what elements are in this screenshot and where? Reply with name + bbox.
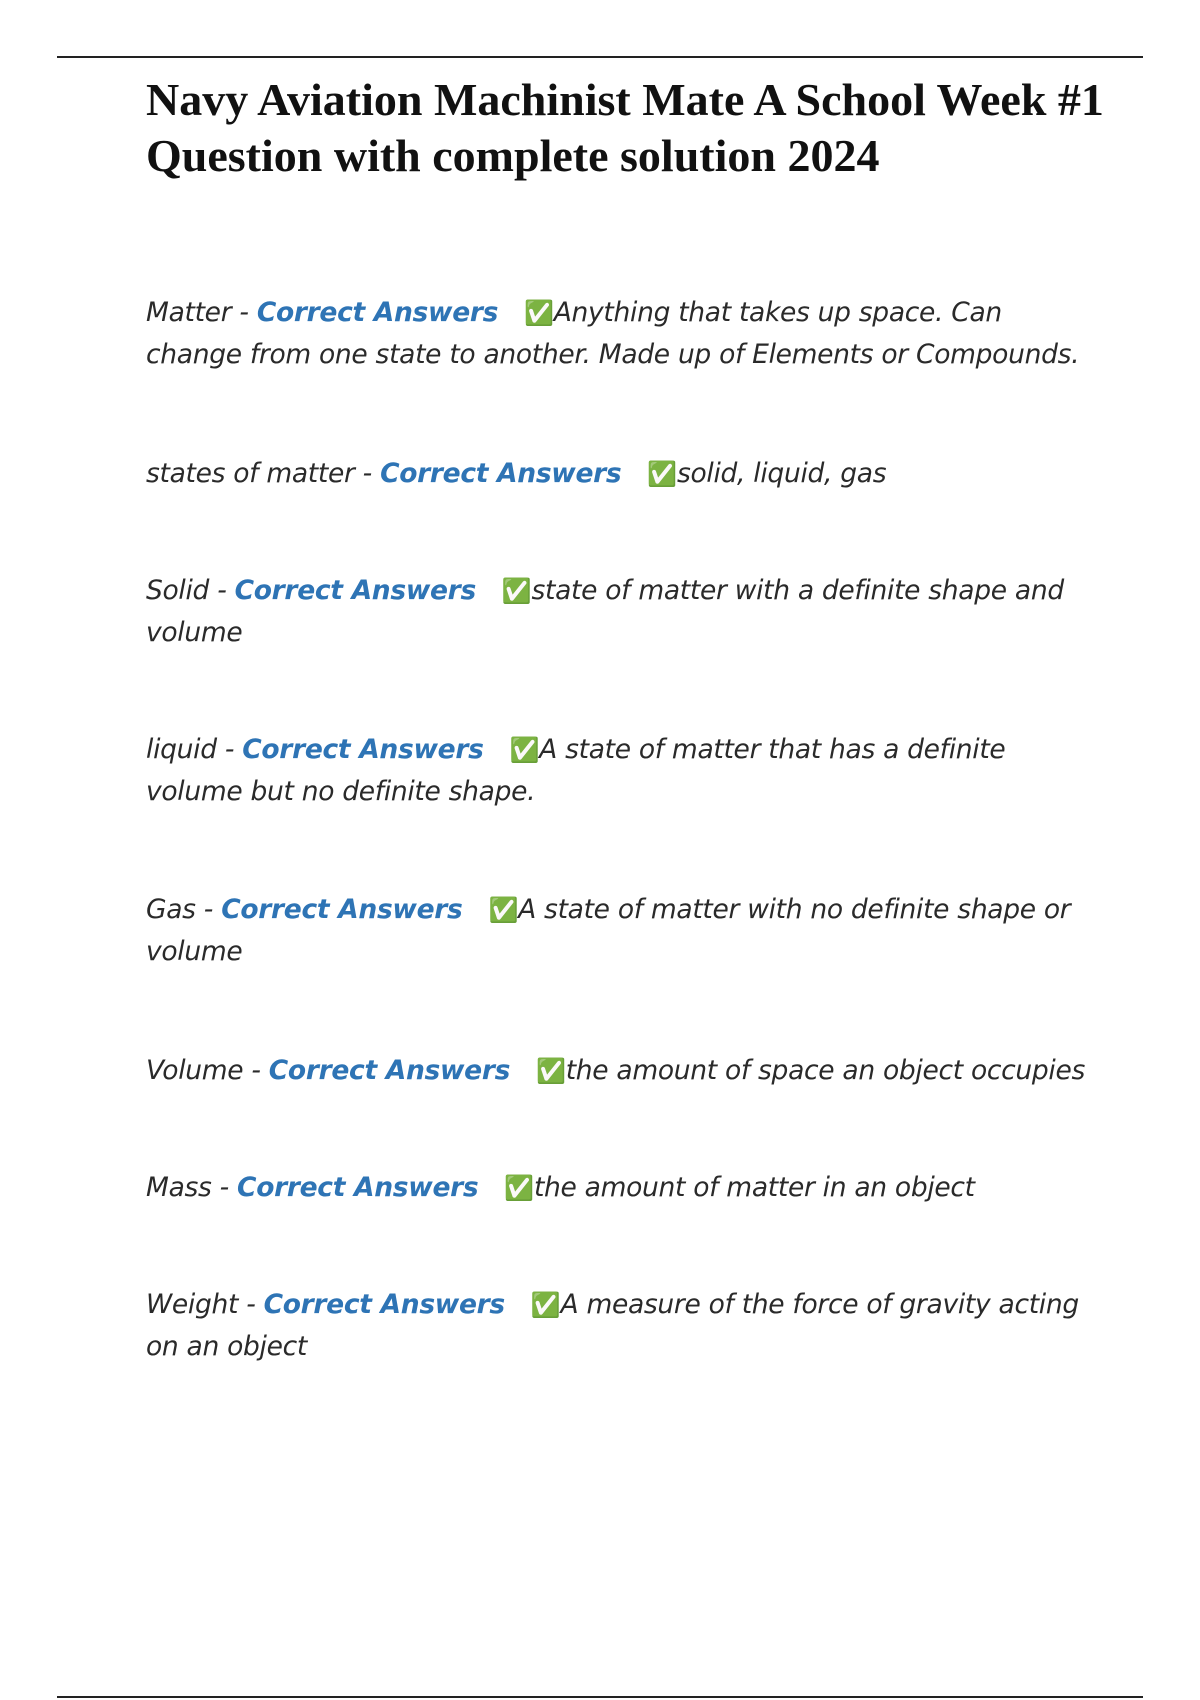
entry-separator: -	[195, 893, 222, 925]
entry-term: Mass	[146, 1171, 212, 1203]
checkmark-icon: ✅	[509, 735, 540, 764]
qa-entry-states-of-matter	[146, 453, 1096, 495]
entry-term: Matter	[146, 296, 232, 328]
checkmark-icon: ✅	[504, 1173, 534, 1202]
qa-entry-solid	[146, 570, 1096, 654]
entry-definition: A measure of the force of gravity acting on an object	[146, 1288, 1079, 1362]
checkmark-icon: ✅	[536, 1056, 566, 1085]
qa-entry-mass	[146, 1167, 1096, 1209]
correct-answers-label: Correct Answers	[221, 893, 463, 925]
qa-entry-weight	[146, 1284, 1096, 1368]
entry-term: Weight	[146, 1288, 239, 1320]
entry-definition: the amount of space an object occupies	[565, 1054, 1085, 1086]
entry-definition: state of matter with a definite shape and volume	[146, 574, 1064, 648]
checkmark-icon: ✅	[524, 298, 554, 327]
entry-separator: -	[231, 296, 257, 328]
checkmark-icon: ✅	[530, 1290, 561, 1319]
correct-answers-label: Correct Answers	[268, 1054, 511, 1086]
bottom-rule	[57, 1696, 1143, 1698]
qa-entry-volume	[146, 1050, 1096, 1092]
entry-separator: -	[354, 457, 381, 489]
checkmark-icon: ✅	[501, 576, 532, 605]
checkmark-icon: ✅	[488, 895, 519, 924]
entry-term: liquid	[146, 733, 217, 765]
entry-separator: -	[238, 1288, 264, 1320]
qa-entry-matter	[146, 292, 1096, 376]
entry-definition: A state of matter with no definite shape or volume	[146, 893, 1071, 967]
correct-answers-label: Correct Answers	[263, 1288, 505, 1320]
entry-separator: -	[209, 574, 235, 606]
correct-answers-label: Correct Answers	[234, 574, 476, 606]
qa-entry-liquid	[146, 729, 1096, 813]
correct-answers-label: Correct Answers	[380, 457, 622, 489]
entry-term: Solid	[146, 574, 210, 606]
entry-term: Gas	[146, 893, 196, 925]
entry-definition: solid, liquid, gas	[676, 457, 887, 489]
correct-answers-label: Correct Answers	[256, 296, 499, 328]
qa-entry-gas	[146, 889, 1096, 973]
entry-separator: -	[216, 733, 243, 765]
entry-term: Volume	[146, 1054, 244, 1086]
entry-definition: the amount of matter in an object	[533, 1171, 975, 1203]
entry-separator: -	[243, 1054, 269, 1086]
entry-definition: Anything that takes up space. Can change from one state to another. Made up of Elements or Compounds.	[146, 296, 1080, 370]
entry-term: states of matter	[146, 457, 355, 489]
checkmark-icon: ✅	[647, 459, 677, 488]
document-title: Navy Aviation Machinist Mate A School Week #1 Question with complete solution 2024	[146, 74, 1104, 181]
entry-separator: -	[211, 1171, 238, 1203]
correct-answers-label: Correct Answers	[237, 1171, 479, 1203]
correct-answers-label: Correct Answers	[242, 733, 484, 765]
top-rule	[57, 56, 1143, 58]
entry-definition: A state of matter that has a definite volume but no definite shape.	[146, 733, 1006, 807]
